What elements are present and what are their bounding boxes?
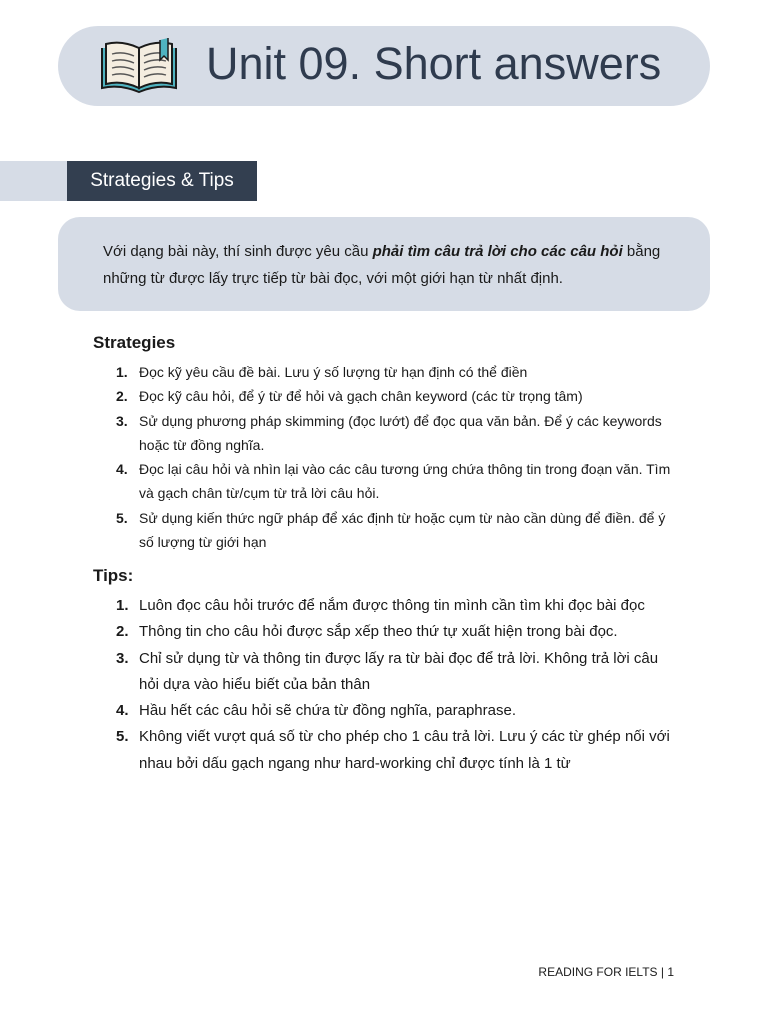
item-text: Thông tin cho câu hỏi được sắp xếp theo thứ tự xuất hiện trong bài đọc.	[139, 623, 618, 641]
list-item	[116, 698, 676, 724]
list-item	[116, 646, 676, 699]
section-tag: Strategies & Tips	[67, 161, 257, 201]
strategies-heading: Strategies	[93, 333, 176, 352]
item-number: 4.	[116, 461, 128, 478]
item-number: 3.	[116, 412, 128, 429]
section-strip	[0, 161, 68, 201]
item-number: 4.	[116, 702, 129, 720]
item-number: 5.	[116, 728, 129, 746]
list-item	[116, 593, 676, 619]
list-item	[116, 360, 676, 384]
item-text: Sử dụng phương pháp skimming (đọc lướt) để đọc qua văn bản. Để ý các keywords hoặc từ đồng nghĩa.	[139, 412, 662, 453]
item-number: 2.	[116, 623, 129, 641]
strategies-list	[116, 360, 676, 554]
item-text: Đọc lại câu hỏi và nhìn lại vào các câu tương ứng chứa thông tin trong đoạn văn. Tìm và gạch chân từ/cụm từ trả lời câu hỏi.	[139, 461, 671, 502]
page-footer: READING FOR IELTS | 1	[538, 965, 674, 979]
tips-list	[116, 593, 676, 777]
item-text: Đọc kỹ câu hỏi, để ý từ để hỏi và gạch chân keyword (các từ trọng tâm)	[139, 388, 583, 405]
page-title: Unit 09. Short answers	[206, 38, 662, 89]
tips-heading: Tips:	[93, 566, 134, 585]
item-text: Không viết vượt quá số từ cho phép cho 1 câu trả lời. Lưu ý các từ ghép nối với nhau bởi dấu gạch ngang như hard-working chỉ được tính là 1 từ	[139, 728, 670, 772]
item-text: Hầu hết các câu hỏi sẽ chứa từ đồng nghĩa, paraphrase.	[139, 702, 516, 720]
item-text: Đọc kỹ yêu cầu đề bài. Lưu ý số lượng từ hạn định có thể điền	[139, 364, 528, 380]
open-book-icon	[98, 34, 180, 96]
item-text: Sử dụng kiến thức ngữ pháp để xác định từ hoặc cụm từ nào cần dùng để điền. để ý số lượng từ giới hạn	[139, 509, 666, 551]
list-item	[116, 724, 676, 777]
item-number: 1.	[116, 597, 129, 614]
item-number: 1.	[116, 364, 128, 380]
item-number: 5.	[116, 509, 128, 526]
list-item	[116, 409, 676, 458]
list-item	[116, 506, 676, 555]
list-item	[116, 384, 676, 408]
list-item	[116, 457, 676, 506]
intro-text-part1: Với dạng bài này, thí sinh được yêu cầu	[103, 243, 373, 260]
item-number: 3.	[116, 649, 129, 667]
item-text: Chỉ sử dụng từ và thông tin được lấy ra từ bài đọc để trả lời. Không trả lời câu hỏi dựa vào hiểu biết của bản thân	[139, 649, 659, 693]
intro-paragraph	[103, 238, 683, 292]
intro-emphasis: phải tìm câu trả lời cho các câu hỏi	[372, 243, 623, 260]
intro-text-part2: bằng những từ được lấy trực tiếp từ bài đọc, với một giới hạn từ nhất định.	[103, 243, 661, 287]
list-item	[116, 619, 676, 645]
item-number: 2.	[116, 388, 128, 405]
item-text: Luôn đọc câu hỏi trước để nắm được thông tin mình cần tìm khi đọc bài đọc	[139, 597, 645, 614]
